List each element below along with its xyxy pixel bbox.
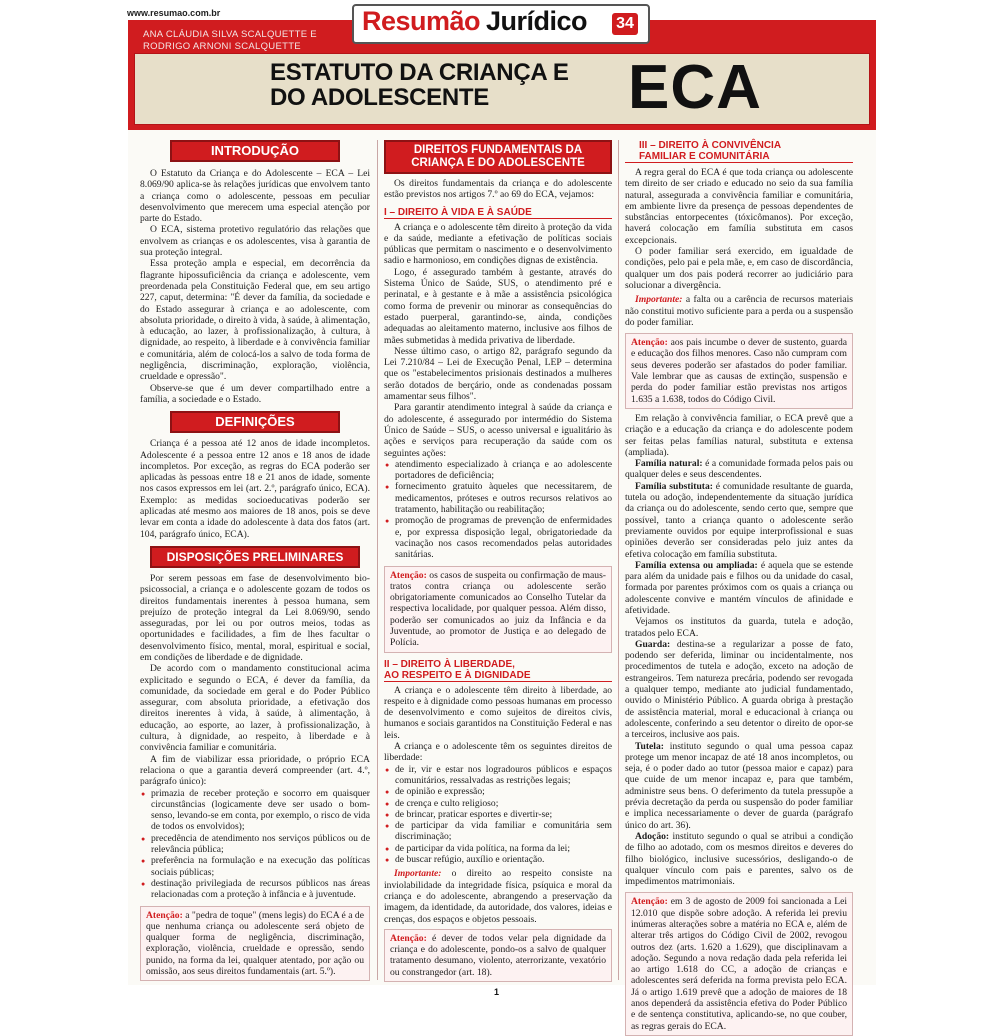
important-label: Importante:	[394, 868, 442, 880]
site-url: www.resumao.com.br	[127, 8, 221, 18]
attention-text: os casos de suspeita ou confirmação de maus-tratos contra criança ou adolescente serão obrigatoriamente comunicados ao Conselho Tutelar da respectiva localidade, por qualquer pessoa. Além disso, poderão ser comunicados ao juiz da Infância e da Juventude, ao promotor de Justiça e ao delegado de Polícia.	[390, 569, 606, 649]
liberty-paragraph-2: A criança e o adolescente têm os seguintes direitos de liberdade:	[384, 741, 612, 764]
attention-box	[140, 906, 370, 982]
attention-box-2	[625, 892, 853, 1036]
family-paragraph-3: Em relação à convivência familiar, o ECA prevê que a criação e a educação da criança e do adolescente podem ser feitas pelas famílias natural, substituta e extensa (ampliada).	[625, 412, 853, 458]
intro-heading: INTRODUÇÃO	[170, 140, 340, 162]
heading-line-2: CRIANÇA E DO ADOLESCENTE	[411, 157, 585, 169]
term-label: Tutela:	[635, 740, 664, 752]
term-label: Guarda:	[635, 638, 671, 650]
list-item: ● de buscar refúgio, auxílio e orientação.	[395, 854, 612, 865]
author-1: ANA CLÁUDIA SILVA SCALQUETTE E	[143, 29, 317, 40]
attention-box-1	[384, 566, 612, 653]
attention-box-1	[625, 333, 853, 409]
attention-label: Atenção:	[631, 896, 668, 908]
subheading-line-2: AO RESPEITO E À DIGNIDADE	[384, 669, 531, 681]
preliminary-paragraph-3: A fim de viabilizar essa prioridade, o próprio ECA relaciona o que a garantia deverá compreender (art. 4.º, parágrafo único):	[140, 753, 370, 788]
term-label: Família natural:	[635, 458, 703, 470]
title-acronym: ECA	[628, 53, 762, 122]
attention-box-2	[384, 929, 612, 982]
authors	[143, 29, 317, 53]
list-item: ● de crença e culto religioso;	[395, 798, 612, 809]
life-paragraph-1: A criança e o adolescente têm direito à proteção da vida e da saúde, mediante a efetivação de políticas sociais públicas que permitam o nascimento e o desenvolvimento sadio e harmonioso, em condições dignas de existência.	[384, 221, 612, 267]
list-item: ● primazia de receber proteção e socorro em quaisquer circunstâncias (logicamente deve ser usado o bom-senso, levando-se em conta, por exemplo, o risco de vida de todos os envolvidos);	[151, 788, 370, 833]
priority-list	[140, 788, 370, 901]
guardianship-def	[625, 639, 853, 741]
brand-word-1: Resumão	[362, 6, 481, 36]
liberty-paragraph-1: A criança e o adolescente têm direito à liberdade, ao respeito e à dignidade como pessoas humanas em processo de desenvolvimento e como sujeitos de direitos civis, humanos e sociais garantidos na Constituição Federal e nas leis.	[384, 684, 612, 741]
term-label: Família extensa ou ampliada:	[635, 559, 758, 571]
column-divider-1	[377, 140, 378, 980]
attention-text: em 3 de agosto de 2009 foi sancionada a Lei 12.010 que dispõe sobre adoção. A referida lei previu inúmeras alterações sobre a matéria no ECA e, além de alterar três artigos do Código Civil de 2002, revogou outros dez (arts. 1.620 a 1.629), que disciplinavam a adoção. Segundo a nova redação dada pela referida lei ao artigo 1.618 do CC, a adoção de crianças e adolescentes será deferida na forma prevista pelo ECA. Já o artigo 1.619 prevê que a adoção de maiores de 18 anos dependerá da assistência efetiva do Poder Público e de sentença constitutiva, aplicando-se, no que couber, as regras gerais do ECA.	[631, 896, 847, 1032]
life-paragraph-3: Nesse último caso, o artigo 82, parágrafo segundo da Lei 7.210/84 – Lei de Execução Penal, LEP – determina que os "estabelecimentos prisionais destinados a mulheres serão dotados de berçário, onde as condenadas possam amamentar seus filhos".	[384, 345, 612, 403]
extended-family-def	[625, 560, 853, 616]
page-number: 1	[494, 987, 500, 997]
list-item: ● promoção de programas de prevenção de enfermidades e, por expressa disposição legal, obrigatoriedade da vacinação nos casos recomendados pelas autoridades sanitárias.	[395, 515, 612, 560]
attention-label: Atenção:	[631, 337, 668, 349]
subheading-liberty	[384, 659, 612, 682]
term-text: é aquela que se estende para além da unidade pais e filhos ou da unidade do casal, formada por parentes próximos com os quais a criança ou adolescente convive e mantém vínculos de afinidade e afetividade.	[625, 559, 853, 616]
preliminary-paragraph-2: De acordo com o mandamento constitucional acima explicitado e segundo o ECA, é dever da família, da comunidade, da sociedade em geral e do Poder Público assegurar, com absoluta prioridade, a efetivação dos direitos inerentes à vida, à saúde, à alimentação, à educação, ao esporte, ao lazer, à profissionalização, à cultura, à dignidade, ao respeito, à liberdade e à convivência familiar e comunitária.	[140, 663, 370, 754]
list-item: ● precedência de atendimento nos serviços públicos ou de relevância pública;	[151, 833, 370, 856]
column-divider-2	[618, 140, 619, 980]
important-note	[625, 294, 853, 328]
attention-label: Atenção:	[390, 569, 427, 581]
attention-label: Atenção:	[390, 932, 427, 944]
preliminary-paragraph-1: Por serem pessoas em fase de desenvolvimento bio-psicossocial, a criança e o adolescente gozam de todos os direitos fundamentais inerentes à pessoa humana, sem prejuízo de proteção integral da Lei 8.069/90, sendo asseguradas, por lei ou por outros meios, todas as oportunidades e facilidades, a fim de lhes facultar o desenvolvimento físico, mental, moral, espiritual e social, em condições de liberdade e de dignidade.	[140, 572, 370, 663]
intro-paragraph-2: O ECA, sistema protetivo regulatório das relações que envolvem as crianças e os adolescentes, visa à garantia de sua proteção integral.	[140, 224, 370, 259]
list-item: ● de participar da vida familiar e comunitária sem discriminação;	[395, 820, 612, 843]
natural-family-def	[625, 458, 853, 481]
family-paragraph-1: A regra geral do ECA é que toda criança ou adolescente tem direito de ser criado e educado no seio da sua família natural, assegurada a convivência familiar e comunitária, em ambiente livre da presença de pessoas dependentes de substâncias entorpecentes (tóxicômanos). Por exceção, haverá colocação em família substituta em casos excepcionais.	[625, 167, 853, 246]
intro-paragraph-1: O Estatuto da Criança e do Adolescente – ECA – Lei 8.069/90 aplica-se às relações jurídicas que envolvem tanto a criança como o adolescente, pessoas em peculiar desenvolvimento que merecem uma especial atenção por parte do Estado.	[140, 168, 370, 225]
intro-paragraph-4: Observe-se que é um dever compartilhado entre a família, a sociedade e o Estado.	[140, 382, 370, 405]
term-text: é a comunidade formada pelos pais ou qualquer deles e seus descendentes.	[625, 458, 853, 481]
column-3	[625, 140, 853, 1036]
subheading-line-1: III – DIREITO À CONVIVÊNCIA	[639, 140, 782, 151]
family-paragraph-4: Vejamos os institutos da guarda, tutela e adoção, tratados pelo ECA.	[625, 616, 853, 639]
important-label: Importante:	[635, 294, 683, 306]
term-label: Adoção:	[635, 830, 670, 842]
definitions-heading: DEFINIÇÕES	[170, 411, 340, 433]
term-label: Família substituta:	[635, 480, 713, 492]
list-item: ● de opinião e expressão;	[395, 786, 612, 797]
brand-number: 34	[612, 13, 638, 35]
list-item: ● fornecimento gratuito àqueles que necessitarem, de medicamentos, próteses e outros recursos relativos ao tratamento, habilitação ou reabilitação;	[395, 481, 612, 515]
intro-paragraph-3: Essa proteção ampla e especial, em decorrência da flagrante hipossuficiência da criança e adolescente, vem preordenada pela Constituição Federal que, em seu artigo 227, caput, determina: "É dever da família, da sociedade e do Estado assegurar à criança e ao adolescente, com absoluta prioridade, o direito à vida, à saúde, à alimentação, à educação, ao lazer, à profissionalização, à cultura, à dignidade, ao respeito, à liberdade e à convivência familiar e comunitária, além de colocá-los a salvo de toda forma de negligência, discriminação, exploração, violência, crueldade e opressão".	[140, 258, 370, 383]
heading-line-1: DIREITOS FUNDAMENTAIS DA	[413, 144, 583, 156]
list-item: ● preferência na formulação e na execução das políticas sociais públicas;	[151, 855, 370, 878]
definitions-paragraph: Criança é a pessoa até 12 anos de idade incompletos. Adolescente é a pessoa entre 12 anos e 18 anos de idade incompletos. Por exceção, as regras do ECA poderão ser aplicadas às pessoas entre 18 e 21 anos de idade, somente nos casos expressos em lei (art. 2.º, parágrafo único, ECA). Exemplo: as medidas socioeducativas poderão ser aplicadas até mesmo aos maiores de 18 anos, pois se deve levar em conta a idade do adolescente à data dos fatos (art. 104, parágrafo único, ECA).	[140, 438, 370, 540]
list-item: ● de brincar, praticar esportes e divertir-se;	[395, 809, 612, 820]
subheading-line-2: FAMILIAR E COMUNITÁRIA	[639, 151, 770, 162]
term-text: instituto segundo o qual se atribui a condição de filho ao adotado, com os mesmos direitos e deveres do filho biológico, inclusive sucessórios, desligando-o de qualquer vínculo com pais e parentes, salvo os de impedimentos matrimoniais.	[625, 830, 853, 888]
tutelage-def	[625, 741, 853, 831]
liberty-list	[384, 764, 612, 866]
attention-text: é dever de todos velar pela dignidade da criança e do adolescente, pondo-os a salvo de qualquer tratamento desumano, violento, aterrorizante, vexatório ou constrangedor (art. 18).	[390, 932, 606, 978]
health-list	[384, 459, 612, 561]
term-text: instituto segundo o qual uma pessoa capaz protege um menor incapaz de até 18 anos incompletos, ou seja, é o poder dado ao tutor (pessoa maior e capaz) para que cuide de um menor incapaz e, para que também, administre seus bens. O deferimento da tutela pressupõe a prévia decretação da perda ou suspensão do poder familiar e implica necessariamente o dever de guarda (parágrafo único do art. 36).	[625, 740, 853, 831]
life-paragraph-2: Logo, é assegurado também à gestante, através do Sistema Único de Saúde, SUS, o atendimento pré e perinatal, e à gestante e à mãe a assistência psicológica como forma de prevenir ou minorar as consequências do estado puerperal, garantindo-se, ainda, condições adequadas ao aleitamento materno, inclusive aos filhos de mães submetidas à medida privativa de liberdade.	[384, 266, 612, 346]
attention-text: aos pais incumbe o dever de sustento, guarda e educação dos filhos menores. Caso não cumpram com seus deveres poderão ser afastados do poder familiar. Vale lembrar que as causas de extinção, suspensão e perda do poder familiar estão previstas nos artigos 1.635 a 1.638, todos do Código Civil.	[631, 337, 847, 405]
title-line-2: DO ADOLESCENTE	[270, 84, 489, 111]
family-paragraph-2: O poder familiar será exercido, em igualdade de condições, pelo pai e pela mãe, e, em caso de discordância, qualquer um dos pais poderá recorrer ao judiciário para solucionar a divergência.	[625, 246, 853, 291]
author-2: RODRIGO ARNONI SCALQUETTE	[143, 41, 301, 52]
life-paragraph-4: Para garantir atendimento integral à saúde da criança e do adolescente, é assegurado por intermédio do Sistema Único de Saúde – SUS, o acesso universal e igualitário às ações e serviços para recuperação da saúde com os seguintes ações:	[384, 402, 612, 459]
important-text: a falta ou a carência de recursos materiais não constitui motivo suficiente para a perda ou a suspensão do poder familiar.	[625, 294, 853, 328]
substitute-family-def	[625, 481, 853, 560]
list-item: ● atendimento especializado à criança e ao adolescente portadores de deficiência;	[395, 459, 612, 482]
attention-text: a "pedra de toque" (mens legis) do ECA é a de que nenhuma criança ou adolescente será objeto de qualquer forma de negligência, discriminação, exploração, violência, crueldade e opressão, sendo punido, na forma da lei, qualquer atentado, por ação ou omissão, aos seus direitos fundamentais (art. 5.º).	[146, 909, 364, 977]
important-text: o direito ao respeito consiste na inviolabilidade da integridade física, psíquica e moral da criança e do adolescente, abrangendo a preservação da imagem, da identidade, da autoridade, dos valores, ideias e crenças, dos espaços e objetos pessoais.	[384, 868, 612, 925]
page-title	[270, 60, 569, 110]
subheading-family	[625, 140, 853, 163]
term-text: é comunidade resultante de guarda, tutela ou adoção, independentemente da situação jurídica da criança ou do adolescente, sendo certo que, sempre que possível, tanto a criança quanto o adolescente serão previamente ouvidos por equipe interprofissional e suas opiniões deverão ser consideradas pelo juiz antes da efetiva colocação em família substituta.	[625, 480, 853, 560]
adoption-def	[625, 831, 853, 887]
brand-word-2: Jurídico	[486, 6, 588, 36]
column-2	[384, 140, 612, 982]
list-item: ● de participar da vida política, na forma da lei;	[395, 843, 612, 854]
attention-label: Atenção:	[146, 909, 183, 921]
title-line-1: ESTATUTO DA CRIANÇA E	[270, 59, 569, 86]
important-note	[384, 868, 612, 924]
term-text: destina-se a regularizar a posse de fato, podendo ser deferida, liminar ou incidentalmente, nos procedimentos de tutela e adoção, exceto na adoção de estrangeiros. Tem natureza precária, podendo ser revogada a qualquer tempo, mediante ato judicial fundamentado, ouvido o Ministério Público. A guarda obriga à prestação de assistência material, moral e educacional à criança ou adolescente, conferindo a seu detentor o direito de opor-se a terceiros, inclusive aos pais.	[625, 638, 853, 741]
subheading-life-health: I – DIREITO À VIDA E À SAÚDE	[384, 207, 612, 219]
subheading-line-1: II – DIREITO À LIBERDADE,	[384, 658, 515, 670]
column-1	[140, 140, 370, 981]
fundamental-rights-lead: Os direitos fundamentais da criança e do adolescente estão previstos nos artigos 7.º ao 69 do ECA, vejamos:	[384, 178, 612, 201]
preliminary-heading: DISPOSIÇÕES PRELIMINARES	[150, 546, 360, 568]
list-item: ● destinação privilegiada de recursos públicos nas áreas relacionadas com a proteção à infância e à juventude.	[151, 878, 370, 901]
list-item: ● de ir, vir e estar nos logradouros públicos e espaços comunitários, ressalvadas as restrições legais;	[395, 764, 612, 787]
fundamental-rights-heading	[384, 140, 612, 174]
